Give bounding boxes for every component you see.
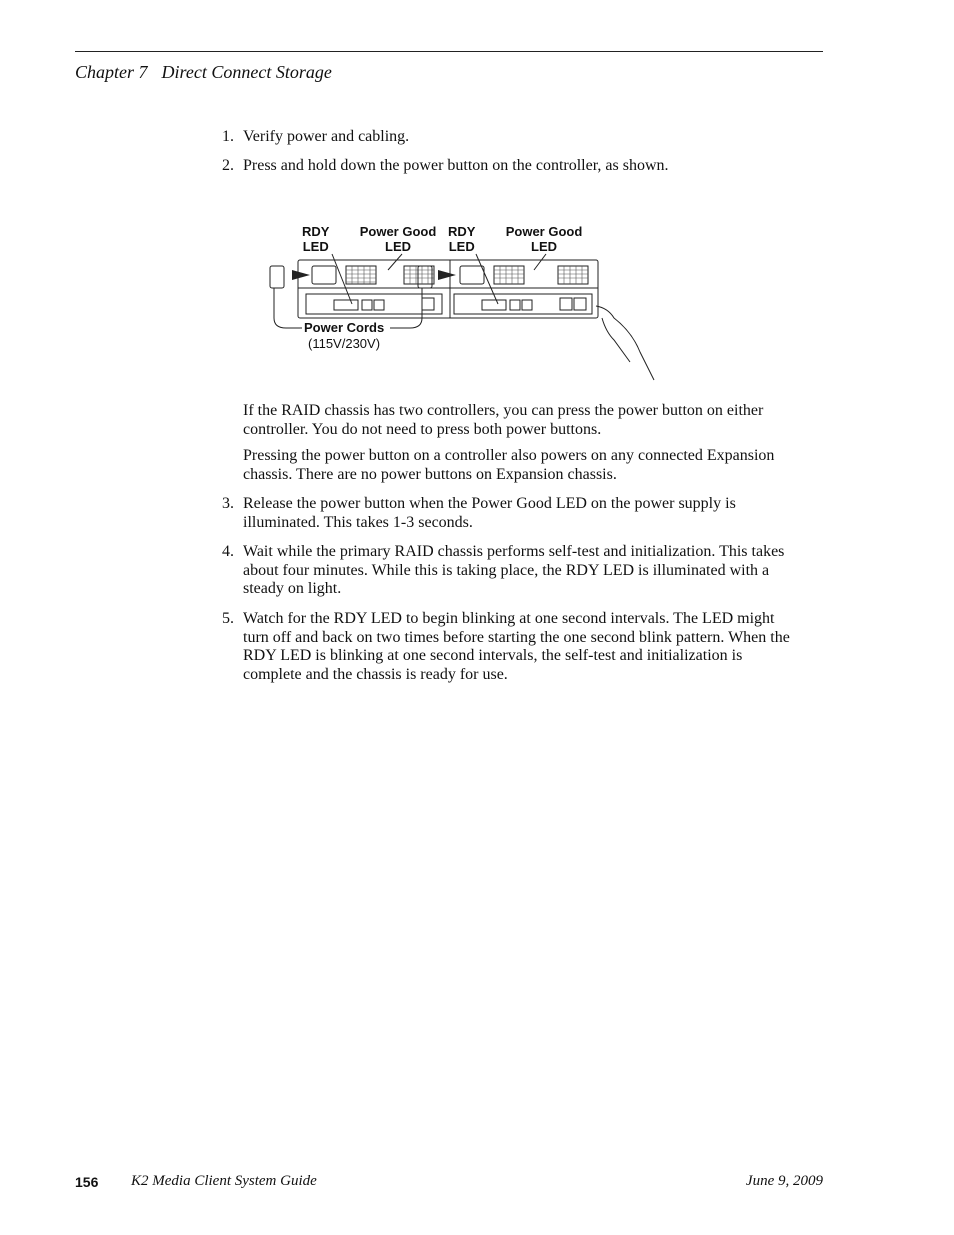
- arrow-left: [292, 270, 310, 280]
- header-rule: [75, 51, 823, 52]
- power-socket-right: [460, 266, 484, 284]
- chassis-body: [298, 260, 598, 318]
- vent-right-2: [558, 266, 588, 284]
- chapter-title: Direct Connect Storage: [161, 62, 332, 82]
- document-date: June 9, 2009: [745, 1173, 823, 1189]
- label-voltage: (115V/230V): [308, 336, 381, 351]
- power-socket-left: [312, 266, 336, 284]
- hand-pressing-button: [596, 306, 654, 380]
- vent-right: [494, 266, 524, 284]
- raid-power-figure: [262, 222, 682, 384]
- step-text: Release the power button when the Power Good LED on the power supply is illuminated. This takes 1-3 seconds.: [243, 495, 736, 531]
- step-text: Wait while the primary RAID chassis performs self-test and initialization. This takes about four minutes. While this is taking place, the RDY LED is illuminated with a steady on light.: [243, 543, 785, 597]
- step-5: [222, 610, 802, 684]
- label-rdy-2: RDY LED: [448, 224, 476, 254]
- step-text: Verify power and cabling.: [243, 128, 410, 145]
- leader-rdy-2: [476, 254, 498, 304]
- note-two-controllers: If the RAID chassis has two controllers, you can press the power button on either controller. You do not need to press both power buttons.: [243, 402, 764, 438]
- step-3: [222, 495, 802, 532]
- label-rdy-1: RDY LED: [302, 224, 330, 254]
- step-text: Press and hold down the power button on the controller, as shown.: [243, 157, 669, 174]
- chapter-heading: [75, 62, 332, 83]
- step-4: [222, 543, 802, 599]
- power-cord-plug-right: [418, 266, 432, 288]
- controller-right: [454, 294, 592, 314]
- step-number: 4.: [222, 543, 234, 560]
- leader-pg-1: [388, 254, 402, 270]
- step-1: [222, 128, 802, 147]
- step-number: 5.: [222, 610, 234, 627]
- chapter-number: Chapter 7: [75, 62, 148, 82]
- step-number: 1.: [222, 128, 234, 145]
- note-expansion: Pressing the power button on a controller also powers on any connected Expansion chassis. There are no power buttons on Expansion chassis.: [243, 447, 775, 483]
- step-number: 2.: [222, 157, 234, 174]
- ports-right: [482, 300, 506, 310]
- page-number: 156: [75, 1174, 99, 1190]
- chassis-illustration: [262, 222, 682, 384]
- arrow-right: [438, 270, 456, 280]
- ports-left: [334, 300, 358, 310]
- label-power-good-2: Power Good LED: [505, 224, 583, 254]
- vent-left: [346, 266, 376, 284]
- vent-left-2: [404, 266, 434, 284]
- leader-pg-2: [534, 254, 546, 270]
- label-power-cords: Power Cords: [304, 320, 385, 335]
- leader-rdy-1: [332, 254, 352, 304]
- power-cord-plug-left: [270, 266, 284, 288]
- label-power-good-1: Power Good LED: [359, 224, 437, 254]
- document-title: K2 Media Client System Guide: [131, 1173, 317, 1189]
- step-number: 3.: [222, 495, 234, 512]
- step-text: Watch for the RDY LED to begin blinking at one second intervals. The LED might turn off and back on two times before starting the one second blink pattern. When the RDY LED is blinking at one second intervals, the self-test and initialization is complete and the chassis is ready for use.: [243, 610, 790, 683]
- step-2: [222, 157, 802, 176]
